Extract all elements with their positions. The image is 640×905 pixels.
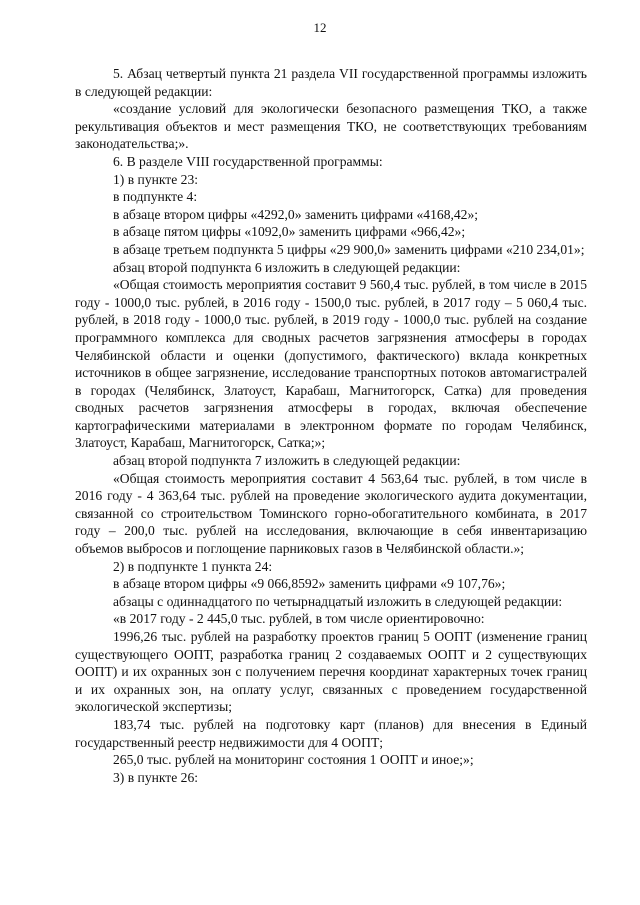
paragraph-sub7-intro: абзац второй подпункта 7 изложить в следующей редакции: xyxy=(113,453,461,469)
paragraph-quote-tko: «создание условий для экологически безопасного размещения ТКО, а также рекультивация объектов и мест размещения ТКО, не соответствующих требованиям законодательства;». xyxy=(75,101,587,152)
page-number: 12 xyxy=(313,20,327,35)
paragraph-item-23: 1) в пункте 23: xyxy=(113,171,199,187)
paragraph-abzac-third-sub5: в абзаце третьем подпункта 5 цифры «29 900,0» заменить цифрами «210 234,01»; xyxy=(113,241,585,257)
paragraph-oopt-borders: 1996,26 тыс. рублей на разработку проектов границ 5 ООПТ (изменение границ существующего ООПТ, разработка границ 2 создаваемых ООПТ и 2 существующих ООПТ) и их охранных зон с получением перечня координат характерных точек границ и их охранных зон, на оплату услуг, связанных с проведением государственной экологической экспертизы; xyxy=(75,629,587,715)
paragraph-monitoring: 265,0 тыс. рублей на мониторинг состояния 1 ООПТ и иное;»; xyxy=(113,752,474,768)
paragraph-item-26: 3) в пункте 26: xyxy=(113,769,199,785)
paragraph-maps-registry: 183,74 тыс. рублей на подготовку карт (планов) для внесения в Единый государственный реестр недвижимости для 4 ООПТ; xyxy=(75,716,587,750)
paragraph-sub7-quote: «Общая стоимость мероприятия составит 4 563,64 тыс. рублей, в том числе в 2016 году - 4 363,64 тыс. рублей на проведение экологического аудита документации, связанной со строительством Томинского горно-обогатительного комбината, в 2017 году – 200,0 тыс. рублей на исследования, включающие в себя инвентаризацию объемов выбросов и поглощение парниковых газов в Челябинской области.»; xyxy=(75,470,587,557)
paragraph-item-24: 2) в подпункте 1 пункта 24: xyxy=(113,558,273,574)
paragraph-sub6-intro: абзац второй подпункта 6 изложить в следующей редакции: xyxy=(113,259,461,275)
paragraph-abzac-second-24: в абзаце втором цифры «9 066,8592» заменить цифрами «9 107,76»; xyxy=(113,576,506,592)
paragraph-sub6-quote: «Общая стоимость мероприятия составит 9 560,4 тыс. рублей, в том числе в 2015 году - 1000,0 тыс. рублей, в 2016 году - 1500,0 тыс. рублей, в 2017 году – 5 060,4 тыс. рублей, в 2018 году - 1000,0 тыс. рублей, в 2019 году - 1000,0 тыс. рублей на создание программного комплекса для сводных расчетов загрязнения атмосферы в городах Челябинской области и оценки (допустимого, фактического) вклада конкретных источников в общее загрязнение, исследование транспортных потоков автомагистралей в городах (Челябинск, Златоуст, Карабаш, Магнитогорск, Сатка) для проведения сводных расчетов загрязнения атмосферы в городах, включая обеспечение картографическими материалами в электронном формате по городам Челябинск, Златоуст, Карабаш, Магнитогорск, Сатка;»; xyxy=(75,277,587,451)
paragraph-abzacs-11-14: абзацы с одиннадцатого по четырнадцатый изложить в следующей редакции: xyxy=(113,593,563,609)
paragraph-amendment-6: 6. В разделе VIII государственной программы: xyxy=(113,153,383,169)
document-body xyxy=(75,65,587,786)
paragraph-abzac-fifth: в абзаце пятом цифры «1092,0» заменить цифрами «966,42»; xyxy=(113,224,466,240)
paragraph-abzac-second: в абзаце втором цифры «4292,0» заменить цифрами «4168,42»; xyxy=(113,206,479,222)
paragraph-2017-total: «в 2017 году - 2 445,0 тыс. рублей, в том числе ориентировочно: xyxy=(113,611,485,627)
paragraph-subitem-4: в подпункте 4: xyxy=(113,189,198,205)
paragraph-amendment-5: 5. Абзац четвертый пункта 21 раздела VII государственной программы изложить в следующей редакции: xyxy=(75,66,587,99)
